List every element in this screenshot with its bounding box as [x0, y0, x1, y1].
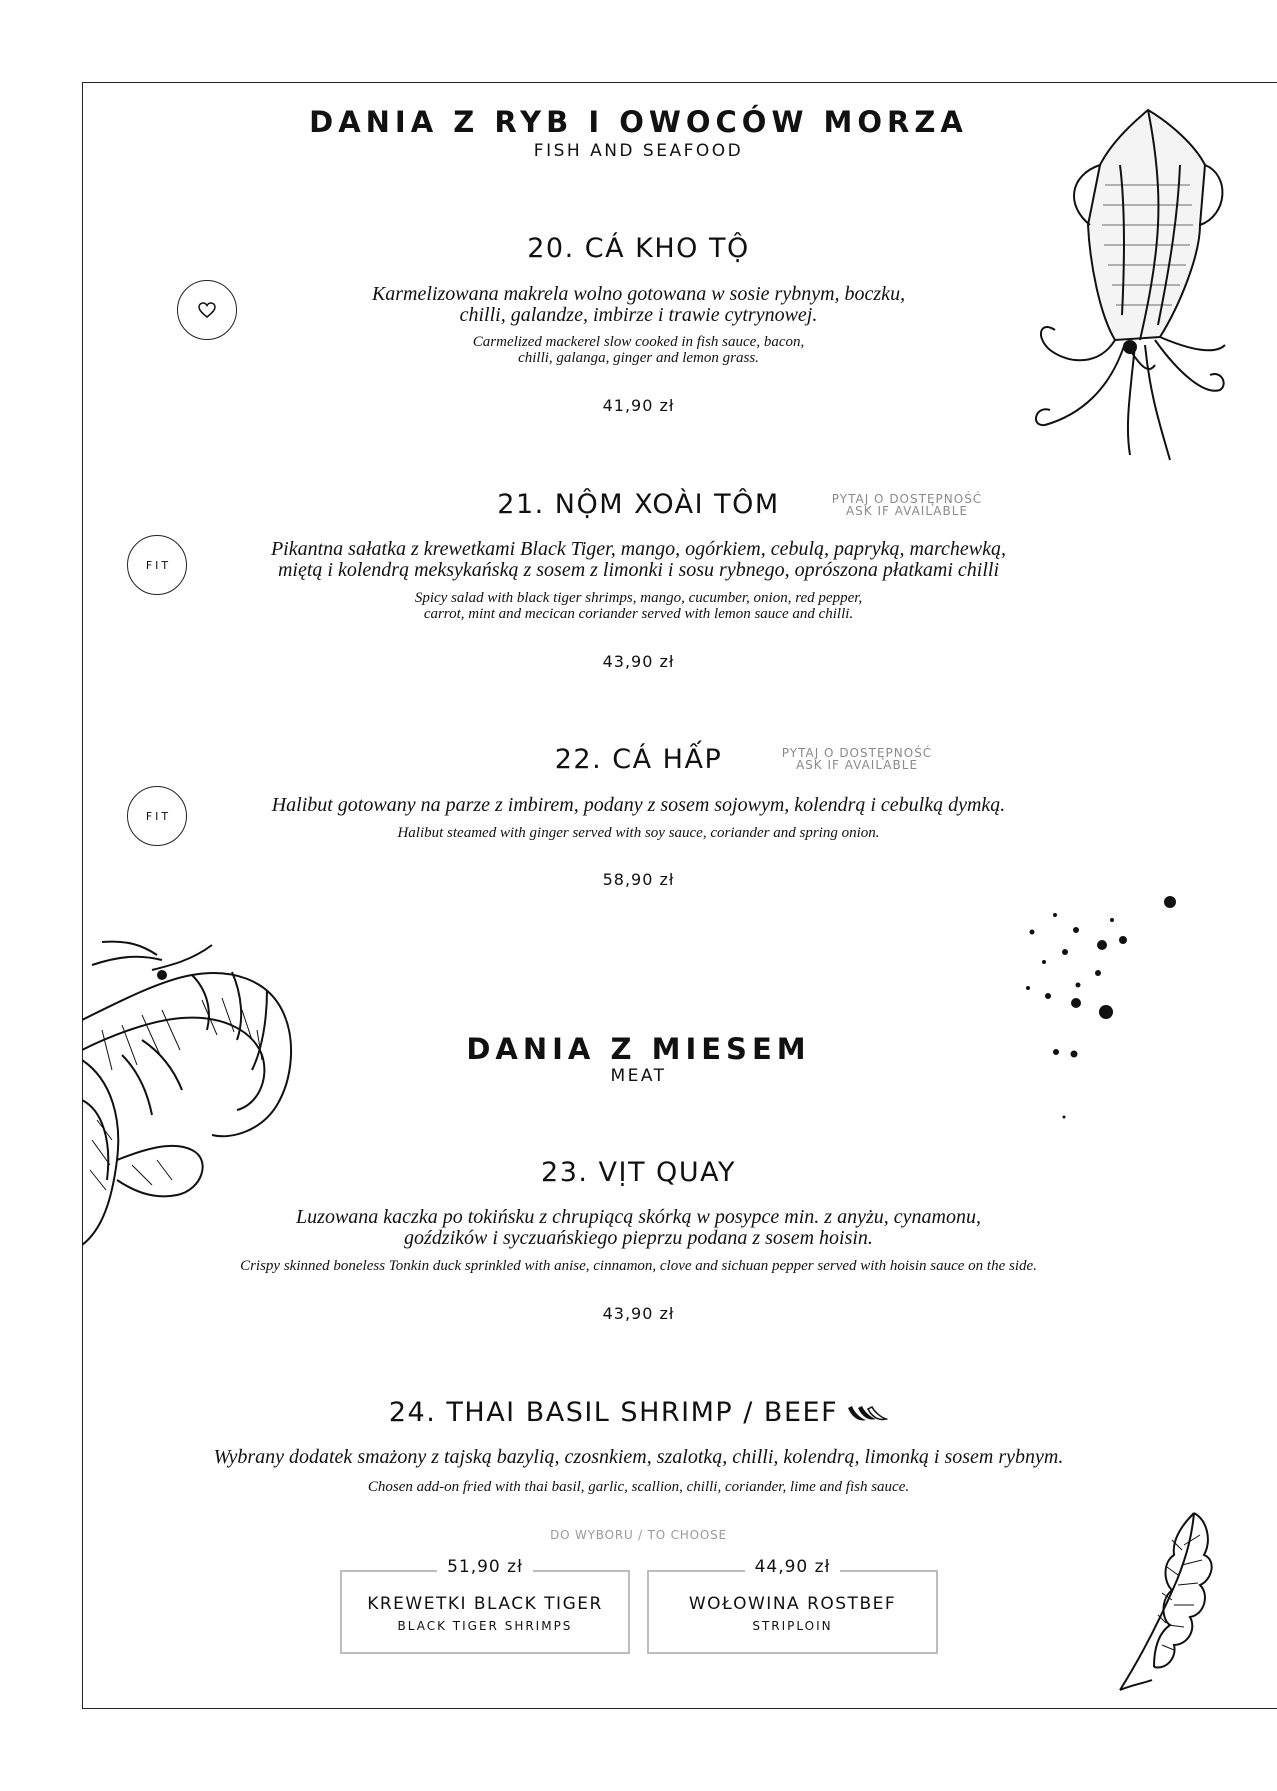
- chilli-icon: [846, 1402, 888, 1424]
- dish-24-name: 24. THAI BASIL SHRIMP / BEEF: [388, 1397, 839, 1428]
- dish-24-desc-pl-1: Wybrany dodatek smażony z tajską bazylią, czosnkiem, szalotką, chilli, kolendrą, limonką i sosem rybnym.: [213, 1446, 1064, 1468]
- option-beef-name-pl: WOŁOWINA ROSTBEF: [688, 1594, 897, 1614]
- dish-21-desc-en-1: Spicy salad with black tiger shrimps, mango, cucumber, onion, red pepper,: [414, 590, 863, 606]
- dish-21-name: 21. NỘM XOÀI TÔM: [497, 489, 780, 520]
- option-shrimp-name-en: BLACK TIGER SHRIMPS: [397, 1619, 573, 1633]
- option-beef-name-en: STRIPLOIN: [752, 1619, 833, 1633]
- dish-20-desc-en-2: chilli, galanga, ginger and lemon grass.: [518, 350, 759, 366]
- dish-21-availability: [812, 493, 1002, 517]
- shrimp-illustration: [82, 940, 312, 1250]
- dish-23-desc-pl-1: Luzowana kaczka po tokińsku z chrupiącą skórką w posypce min. z anyżu, cynamonu,: [296, 1206, 981, 1228]
- option-beef: [647, 1557, 938, 1654]
- fit-badge-label: FIT: [145, 809, 172, 823]
- availability-pl: PYTAJ O DOSTĘPNOŚĆ: [781, 746, 933, 760]
- herb-illustration: [1112, 1505, 1222, 1695]
- seafood-section-title: DANIA Z RYB I OWOCÓW MORZA: [309, 105, 968, 139]
- dish-24-desc-en-1: Chosen add-on fried with thai basil, garlic, scallion, chilli, coriander, lime and fish sauce.: [367, 1479, 910, 1495]
- fit-badge-label: FIT: [145, 558, 172, 572]
- availability-en: ASK IF AVAILABLE: [795, 758, 919, 772]
- option-beef-price: 44,90 zł: [745, 1557, 841, 1577]
- dish-20-desc-en-1: Carmelized mackerel slow cooked in fish sauce, bacon,: [472, 334, 805, 350]
- dish-20-desc-pl-1: Karmelizowana makrela wolno gotowana w sosie rybnym, boczku,: [371, 283, 906, 305]
- option-shrimp-name-pl: KREWETKI BLACK TIGER: [367, 1594, 603, 1614]
- dish-22-availability: [762, 747, 952, 771]
- dish-21-desc-en-2: carrot, mint and mecican coriander served with lemon sauce and chilli.: [423, 606, 854, 622]
- pepper-illustration: [1020, 890, 1190, 1130]
- dish-22-name: 22. CÁ HẤP: [554, 744, 723, 775]
- dish-20-name: 20. CÁ KHO TỘ: [527, 233, 750, 264]
- dish-22-price: 58,90 zł: [602, 870, 675, 889]
- dish-20-desc-pl-2: chilli, galandze, imbirze i trawie cytrynowej.: [459, 304, 818, 326]
- option-shrimp-price: 51,90 zł: [437, 1557, 533, 1577]
- availability-pl: PYTAJ O DOSTĘPNOŚĆ: [831, 492, 983, 506]
- meat-section-subtitle: MEAT: [610, 1066, 667, 1086]
- dish-22-desc-en-1: Halibut steamed with ginger served with soy sauce, coriander and spring onion.: [397, 825, 880, 841]
- availability-en: ASK IF AVAILABLE: [845, 504, 969, 518]
- dish-22-desc-pl-1: Halibut gotowany na parze z imbirem, podany z sosem sojowym, kolendrą i cebulką dymką.: [271, 794, 1006, 816]
- dish-24-heading: [0, 1397, 1277, 1428]
- dish-21-price: 43,90 zł: [602, 652, 675, 671]
- choose-label: DO WYBORU / TO CHOOSE: [550, 1528, 727, 1542]
- dish-20-price: 41,90 zł: [602, 396, 675, 415]
- dish-21-desc-pl-1: Pikantna sałatka z krewetkami Black Tiger, mango, ogórkiem, cebulą, papryką, marchewką,: [270, 538, 1007, 560]
- dish-23-name: 23. VỊT QUAY: [541, 1157, 736, 1188]
- dish-23-desc-en-1: Crispy skinned boneless Tonkin duck sprinkled with anise, cinnamon, clove and sichuan pepper served with hoisin sauce on the side.: [240, 1258, 1037, 1274]
- dish-23-desc-pl-2: goździków i syczuańskiego pieprzu podana z sosem hoisin.: [404, 1227, 873, 1249]
- meat-section-title: DANIA Z MIESEM: [466, 1032, 811, 1066]
- dish-23-price: 43,90 zł: [602, 1304, 675, 1323]
- dish-21-desc-pl-2: miętą i kolendrą meksykańską z sosem z limonki i sosu rybnego, oprószona płatkami chilli: [277, 559, 1000, 581]
- seafood-section-subtitle: FISH AND SEAFOOD: [533, 141, 744, 161]
- option-shrimp: [340, 1557, 630, 1654]
